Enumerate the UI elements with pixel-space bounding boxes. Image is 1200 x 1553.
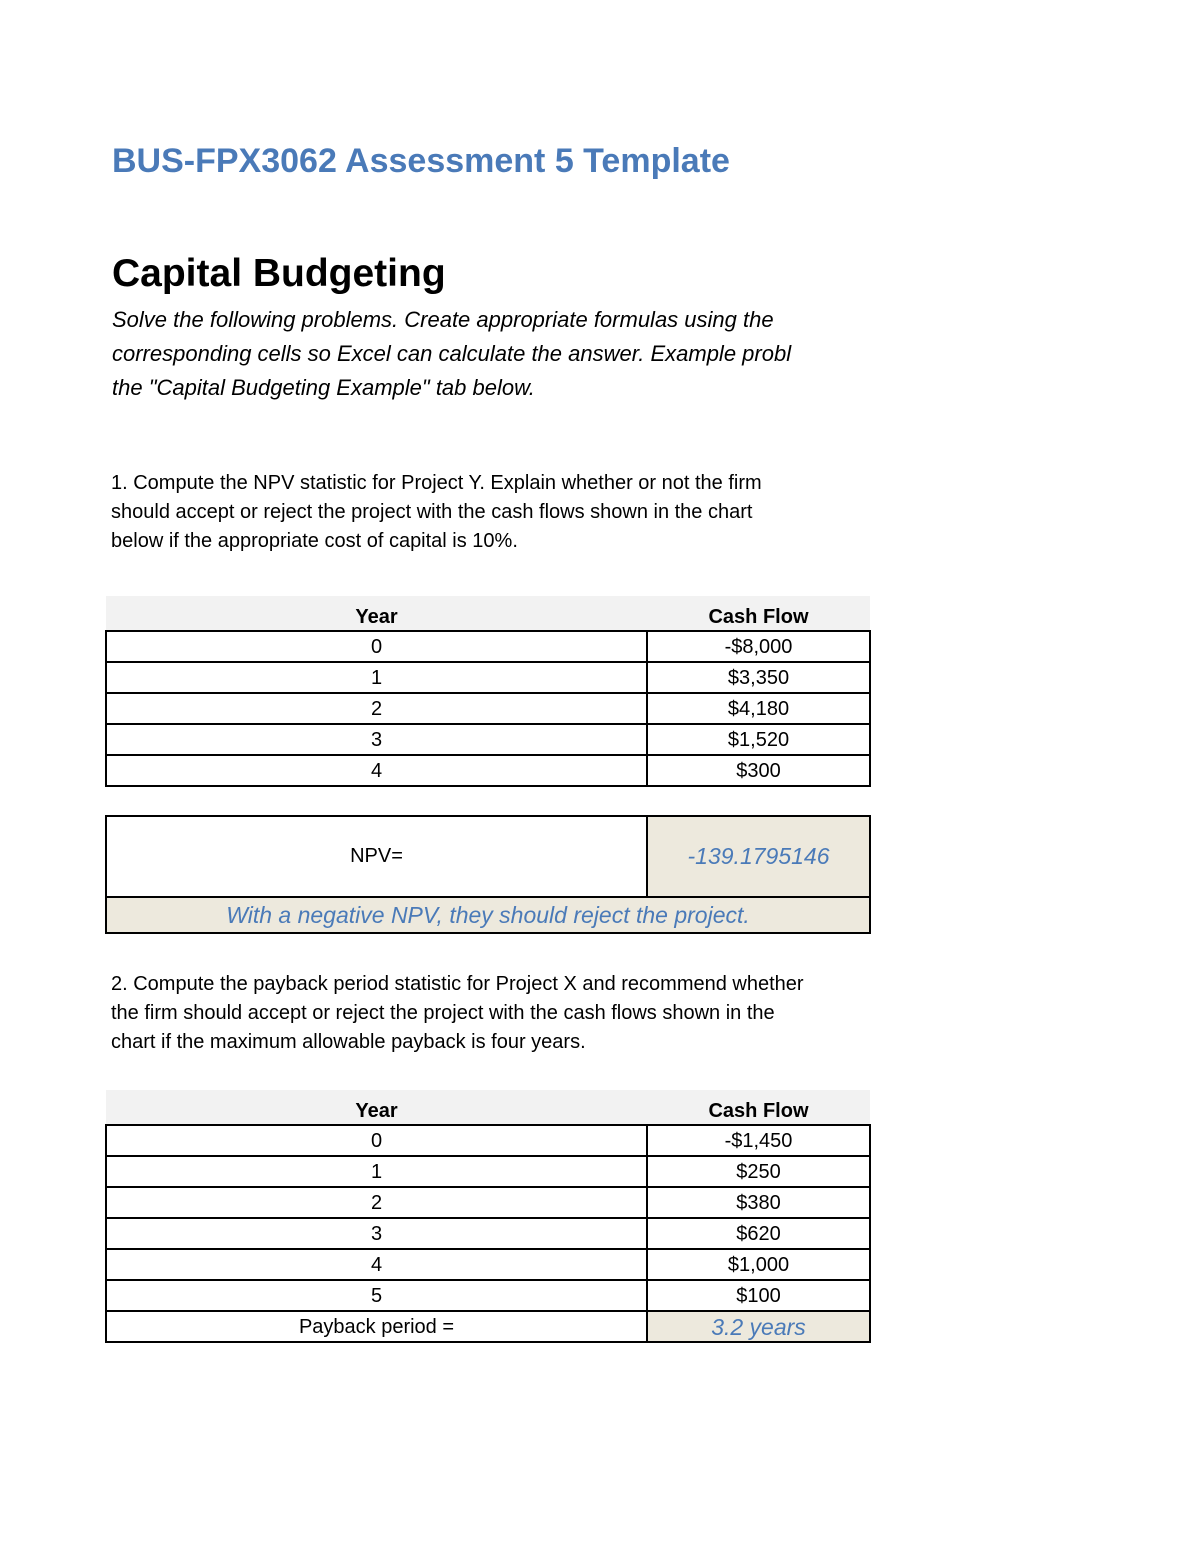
year-header[interactable]: Year: [106, 1090, 647, 1125]
table-row: [106, 693, 870, 724]
instructions-line: the "Capital Budgeting Example" tab below.: [112, 375, 535, 400]
question-1-text: [111, 469, 881, 556]
payback-label[interactable]: Payback period =: [106, 1311, 647, 1342]
table-row: [106, 631, 870, 662]
year-cell[interactable]: 2: [106, 693, 647, 724]
question-line: below if the appropriate cost of capital is 10%.: [111, 530, 518, 552]
npv-row: [106, 816, 870, 897]
cash-flow-cell[interactable]: $1,000: [647, 1249, 870, 1280]
table-row: [106, 724, 870, 755]
cash-flow-cell[interactable]: -$8,000: [647, 631, 870, 662]
table-row: [106, 1125, 870, 1156]
payback-value-cell[interactable]: 3.2 years: [647, 1311, 870, 1342]
cash-flow-header[interactable]: Cash Flow: [647, 596, 870, 631]
table-row: [106, 662, 870, 693]
year-cell[interactable]: 2: [106, 1187, 647, 1218]
table-row: [106, 755, 870, 786]
section-title: Capital Budgeting: [112, 252, 446, 295]
question-line: the firm should accept or reject the project with the cash flows shown in the: [111, 1002, 775, 1024]
instructions-line: Solve the following problems. Create appropriate formulas using the: [112, 307, 774, 332]
cash-flow-cell[interactable]: $380: [647, 1187, 870, 1218]
cash-flow-cell[interactable]: $300: [647, 755, 870, 786]
question-line: chart if the maximum allowable payback is four years.: [111, 1031, 586, 1053]
cash-flow-cell[interactable]: $100: [647, 1280, 870, 1311]
year-cell[interactable]: 4: [106, 755, 647, 786]
year-cell[interactable]: 4: [106, 1249, 647, 1280]
npv-result-table: [105, 815, 871, 934]
table-row: [106, 1280, 870, 1311]
npv-conclusion-cell[interactable]: With a negative NPV, they should reject the project.: [106, 897, 870, 933]
payback-row: [106, 1311, 870, 1342]
year-cell[interactable]: 1: [106, 1156, 647, 1187]
table-header-row: [106, 596, 870, 631]
conclusion-row: [106, 897, 870, 933]
year-cell[interactable]: 5: [106, 1280, 647, 1311]
table-row: [106, 1218, 870, 1249]
year-cell[interactable]: 0: [106, 631, 647, 662]
table-row: [106, 1187, 870, 1218]
document-title: BUS-FPX3062 Assessment 5 Template: [112, 142, 730, 180]
question-line: should accept or reject the project with the cash flows shown in the chart: [111, 501, 753, 523]
cash-flow-cell[interactable]: $4,180: [647, 693, 870, 724]
question-line: 2. Compute the payback period statistic for Project X and recommend whether: [111, 973, 804, 995]
npv-label[interactable]: NPV=: [106, 816, 647, 897]
instructions: [112, 303, 872, 405]
year-cell[interactable]: 1: [106, 662, 647, 693]
year-cell[interactable]: 3: [106, 1218, 647, 1249]
table-header-row: [106, 1090, 870, 1125]
cash-flow-cell[interactable]: $250: [647, 1156, 870, 1187]
cash-flow-header[interactable]: Cash Flow: [647, 1090, 870, 1125]
cash-flow-cell[interactable]: -$1,450: [647, 1125, 870, 1156]
question-2-text: [111, 970, 881, 1057]
project-y-cash-flow-table: [105, 596, 871, 787]
project-x-cash-flow-table: [105, 1090, 871, 1343]
cash-flow-cell[interactable]: $620: [647, 1218, 870, 1249]
npv-value-cell[interactable]: -139.1795146: [647, 816, 870, 897]
year-cell[interactable]: 3: [106, 724, 647, 755]
cash-flow-cell[interactable]: $1,520: [647, 724, 870, 755]
year-cell[interactable]: 0: [106, 1125, 647, 1156]
table-row: [106, 1156, 870, 1187]
question-line: 1. Compute the NPV statistic for Project Y. Explain whether or not the firm: [111, 472, 762, 494]
table-row: [106, 1249, 870, 1280]
year-header[interactable]: Year: [106, 596, 647, 631]
cash-flow-cell[interactable]: $3,350: [647, 662, 870, 693]
instructions-line: corresponding cells so Excel can calculate the answer. Example probl: [112, 341, 792, 366]
